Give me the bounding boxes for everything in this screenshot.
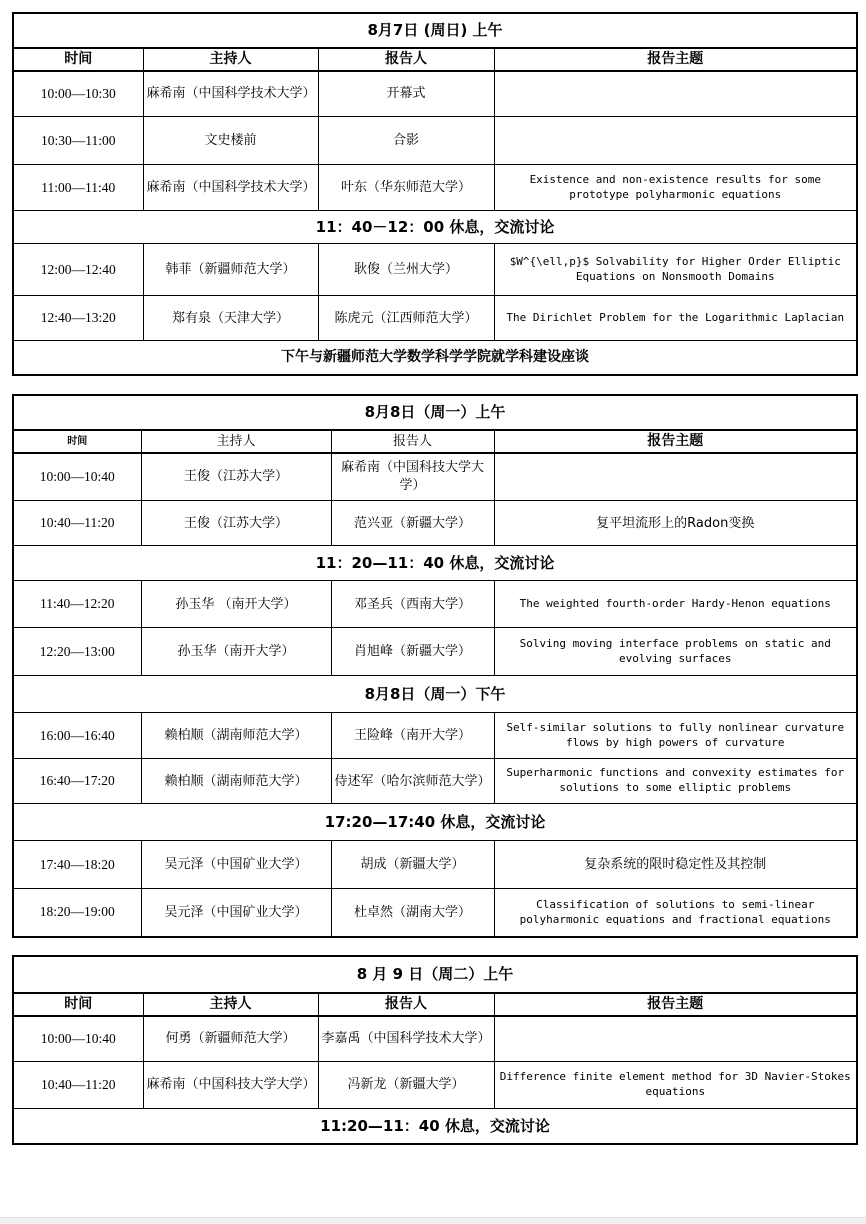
host-cell: 赖柏顺（湖南师范大学） — [141, 759, 331, 804]
header-time: 时间 — [13, 48, 143, 71]
table-row — [13, 759, 857, 804]
topic-cell — [494, 1016, 857, 1062]
topic-cell: Superharmonic functions and convexity estimates for solutions to some elliptic problems — [494, 759, 857, 804]
break-label: 11:20—11：40 休息，交流讨论 — [13, 1109, 857, 1144]
host-cell: 王俊（江苏大学） — [141, 453, 331, 501]
break-label: 11：40－12：00 休息，交流讨论 — [13, 211, 857, 244]
host-cell: 孙玉华 （南开大学） — [141, 581, 331, 628]
table-row — [13, 117, 857, 165]
table-row — [13, 296, 857, 341]
footer-note-row — [13, 341, 857, 375]
break-row — [13, 546, 857, 581]
speaker-cell: 麻希南（中国科技大学大学） — [331, 453, 494, 501]
table-title: 8月7日 (周日) 上午 — [13, 13, 857, 48]
host-cell: 吴元泽（中国矿业大学） — [141, 841, 331, 889]
table-row — [13, 841, 857, 889]
speaker-cell: 杜卓然（湖南大学） — [331, 889, 494, 937]
host-cell: 麻希南（中国科学技术大学） — [143, 165, 318, 211]
table-title: 8 月 9 日（周二）上午 — [13, 956, 857, 993]
topic-cell: Solving moving interface problems on static and evolving surfaces — [494, 628, 857, 676]
topic-cell: The weighted fourth-order Hardy-Henon equations — [494, 581, 857, 628]
break-label: 17:20—17:40 休息，交流讨论 — [13, 804, 857, 841]
schedule-table-aug7 — [12, 12, 858, 376]
host-cell: 文史楼前 — [143, 117, 318, 165]
header-topic: 报告主题 — [494, 430, 857, 453]
time-cell: 10:00—10:30 — [13, 71, 143, 117]
time-cell: 11:40—12:20 — [13, 581, 141, 628]
table-header-row — [13, 993, 857, 1016]
topic-cell: Existence and non-existence results for some prototype polyharmonic equations — [494, 165, 857, 211]
time-cell: 11:00—11:40 — [13, 165, 143, 211]
host-cell: 孙玉华（南开大学） — [141, 628, 331, 676]
host-cell: 郑有泉（天津大学） — [143, 296, 318, 341]
speaker-cell: 胡成（新疆大学） — [331, 841, 494, 889]
speaker-cell: 开幕式 — [318, 71, 494, 117]
time-cell: 12:00—12:40 — [13, 244, 143, 296]
break-label: 11：20—11：40 休息，交流讨论 — [13, 546, 857, 581]
speaker-cell: 侍述军（哈尔滨师范大学） — [331, 759, 494, 804]
break-row — [13, 804, 857, 841]
schedule-table-aug9 — [12, 955, 858, 1145]
host-cell: 何勇（新疆师范大学） — [143, 1016, 318, 1062]
time-cell: 18:20—19:00 — [13, 889, 141, 937]
time-cell: 17:40—18:20 — [13, 841, 141, 889]
header-time: 时间 — [13, 993, 143, 1016]
header-topic: 报告主题 — [494, 48, 857, 71]
table-row — [13, 889, 857, 937]
speaker-cell: 冯新龙（新疆大学） — [318, 1062, 494, 1109]
speaker-cell: 耿俊（兰州大学） — [318, 244, 494, 296]
table-row — [13, 1062, 857, 1109]
table-row — [13, 71, 857, 117]
speaker-cell: 合影 — [318, 117, 494, 165]
topic-cell: Self-similar solutions to fully nonlinear curvature flows by high powers of curvature — [494, 713, 857, 759]
table-row — [13, 1016, 857, 1062]
time-cell: 10:40—11:20 — [13, 1062, 143, 1109]
topic-cell — [494, 71, 857, 117]
time-cell: 16:40—17:20 — [13, 759, 141, 804]
time-cell: 16:00—16:40 — [13, 713, 141, 759]
header-host: 主持人 — [143, 48, 318, 71]
speaker-cell: 邓圣兵（西南大学） — [331, 581, 494, 628]
topic-cell: Difference finite element method for 3D Navier-Stokes equations — [494, 1062, 857, 1109]
header-time: 时间 — [13, 430, 141, 453]
speaker-cell: 李嘉禹（中国科学技术大学） — [318, 1016, 494, 1062]
header-host: 主持人 — [143, 993, 318, 1016]
table-title-row — [13, 13, 857, 48]
table-header-row — [13, 48, 857, 71]
header-speaker: 报告人 — [318, 48, 494, 71]
footer-note: 下午与新疆师范大学数学科学学院就学科建设座谈 — [13, 341, 857, 375]
topic-cell: 复杂系统的限时稳定性及其控制 — [494, 841, 857, 889]
topic-cell: 复平坦流形上的Radon变换 — [494, 501, 857, 546]
time-cell: 10:40—11:20 — [13, 501, 141, 546]
table-row — [13, 453, 857, 501]
header-speaker: 报告人 — [318, 993, 494, 1016]
break-row — [13, 1109, 857, 1144]
section-title-row — [13, 676, 857, 713]
table-row — [13, 165, 857, 211]
time-cell: 10:00—10:40 — [13, 1016, 143, 1062]
header-host: 主持人 — [141, 430, 331, 453]
section-title: 8月8日（周一）下午 — [13, 676, 857, 713]
table-row — [13, 628, 857, 676]
host-cell: 吴元泽（中国矿业大学） — [141, 889, 331, 937]
time-cell: 12:40—13:20 — [13, 296, 143, 341]
time-cell: 12:20—13:00 — [13, 628, 141, 676]
header-topic: 报告主题 — [494, 993, 857, 1016]
table-row — [13, 713, 857, 759]
table-title-row — [13, 395, 857, 430]
speaker-cell: 范兴亚（新疆大学） — [331, 501, 494, 546]
header-speaker: 报告人 — [331, 430, 494, 453]
topic-cell — [494, 117, 857, 165]
topic-cell — [494, 453, 857, 501]
host-cell: 王俊（江苏大学） — [141, 501, 331, 546]
table-row — [13, 581, 857, 628]
speaker-cell: 叶东（华东师范大学） — [318, 165, 494, 211]
speaker-cell: 王险峰（南开大学） — [331, 713, 494, 759]
table-title: 8月8日（周一）上午 — [13, 395, 857, 430]
bottom-page-edge — [0, 1217, 866, 1224]
speaker-cell: 陈虎元（江西师范大学） — [318, 296, 494, 341]
host-cell: 韩菲（新疆师范大学） — [143, 244, 318, 296]
host-cell: 麻希南（中国科学技术大学） — [143, 71, 318, 117]
host-cell: 麻希南（中国科技大学大学） — [143, 1062, 318, 1109]
topic-cell: $W^{\ell,p}$ Solvability for Higher Order Elliptic Equations on Nonsmooth Domains — [494, 244, 857, 296]
table-title-row — [13, 956, 857, 993]
break-row — [13, 211, 857, 244]
speaker-cell: 肖旭峰（新疆大学） — [331, 628, 494, 676]
time-cell: 10:30—11:00 — [13, 117, 143, 165]
table-row — [13, 501, 857, 546]
schedule-table-aug8 — [12, 394, 858, 938]
time-cell: 10:00—10:40 — [13, 453, 141, 501]
host-cell: 赖柏顺（湖南师范大学） — [141, 713, 331, 759]
table-header-row — [13, 430, 857, 453]
topic-cell: Classification of solutions to semi-linear polyharmonic equations and fractional equations — [494, 889, 857, 937]
topic-cell: The Dirichlet Problem for the Logarithmic Laplacian — [494, 296, 857, 341]
table-row — [13, 244, 857, 296]
